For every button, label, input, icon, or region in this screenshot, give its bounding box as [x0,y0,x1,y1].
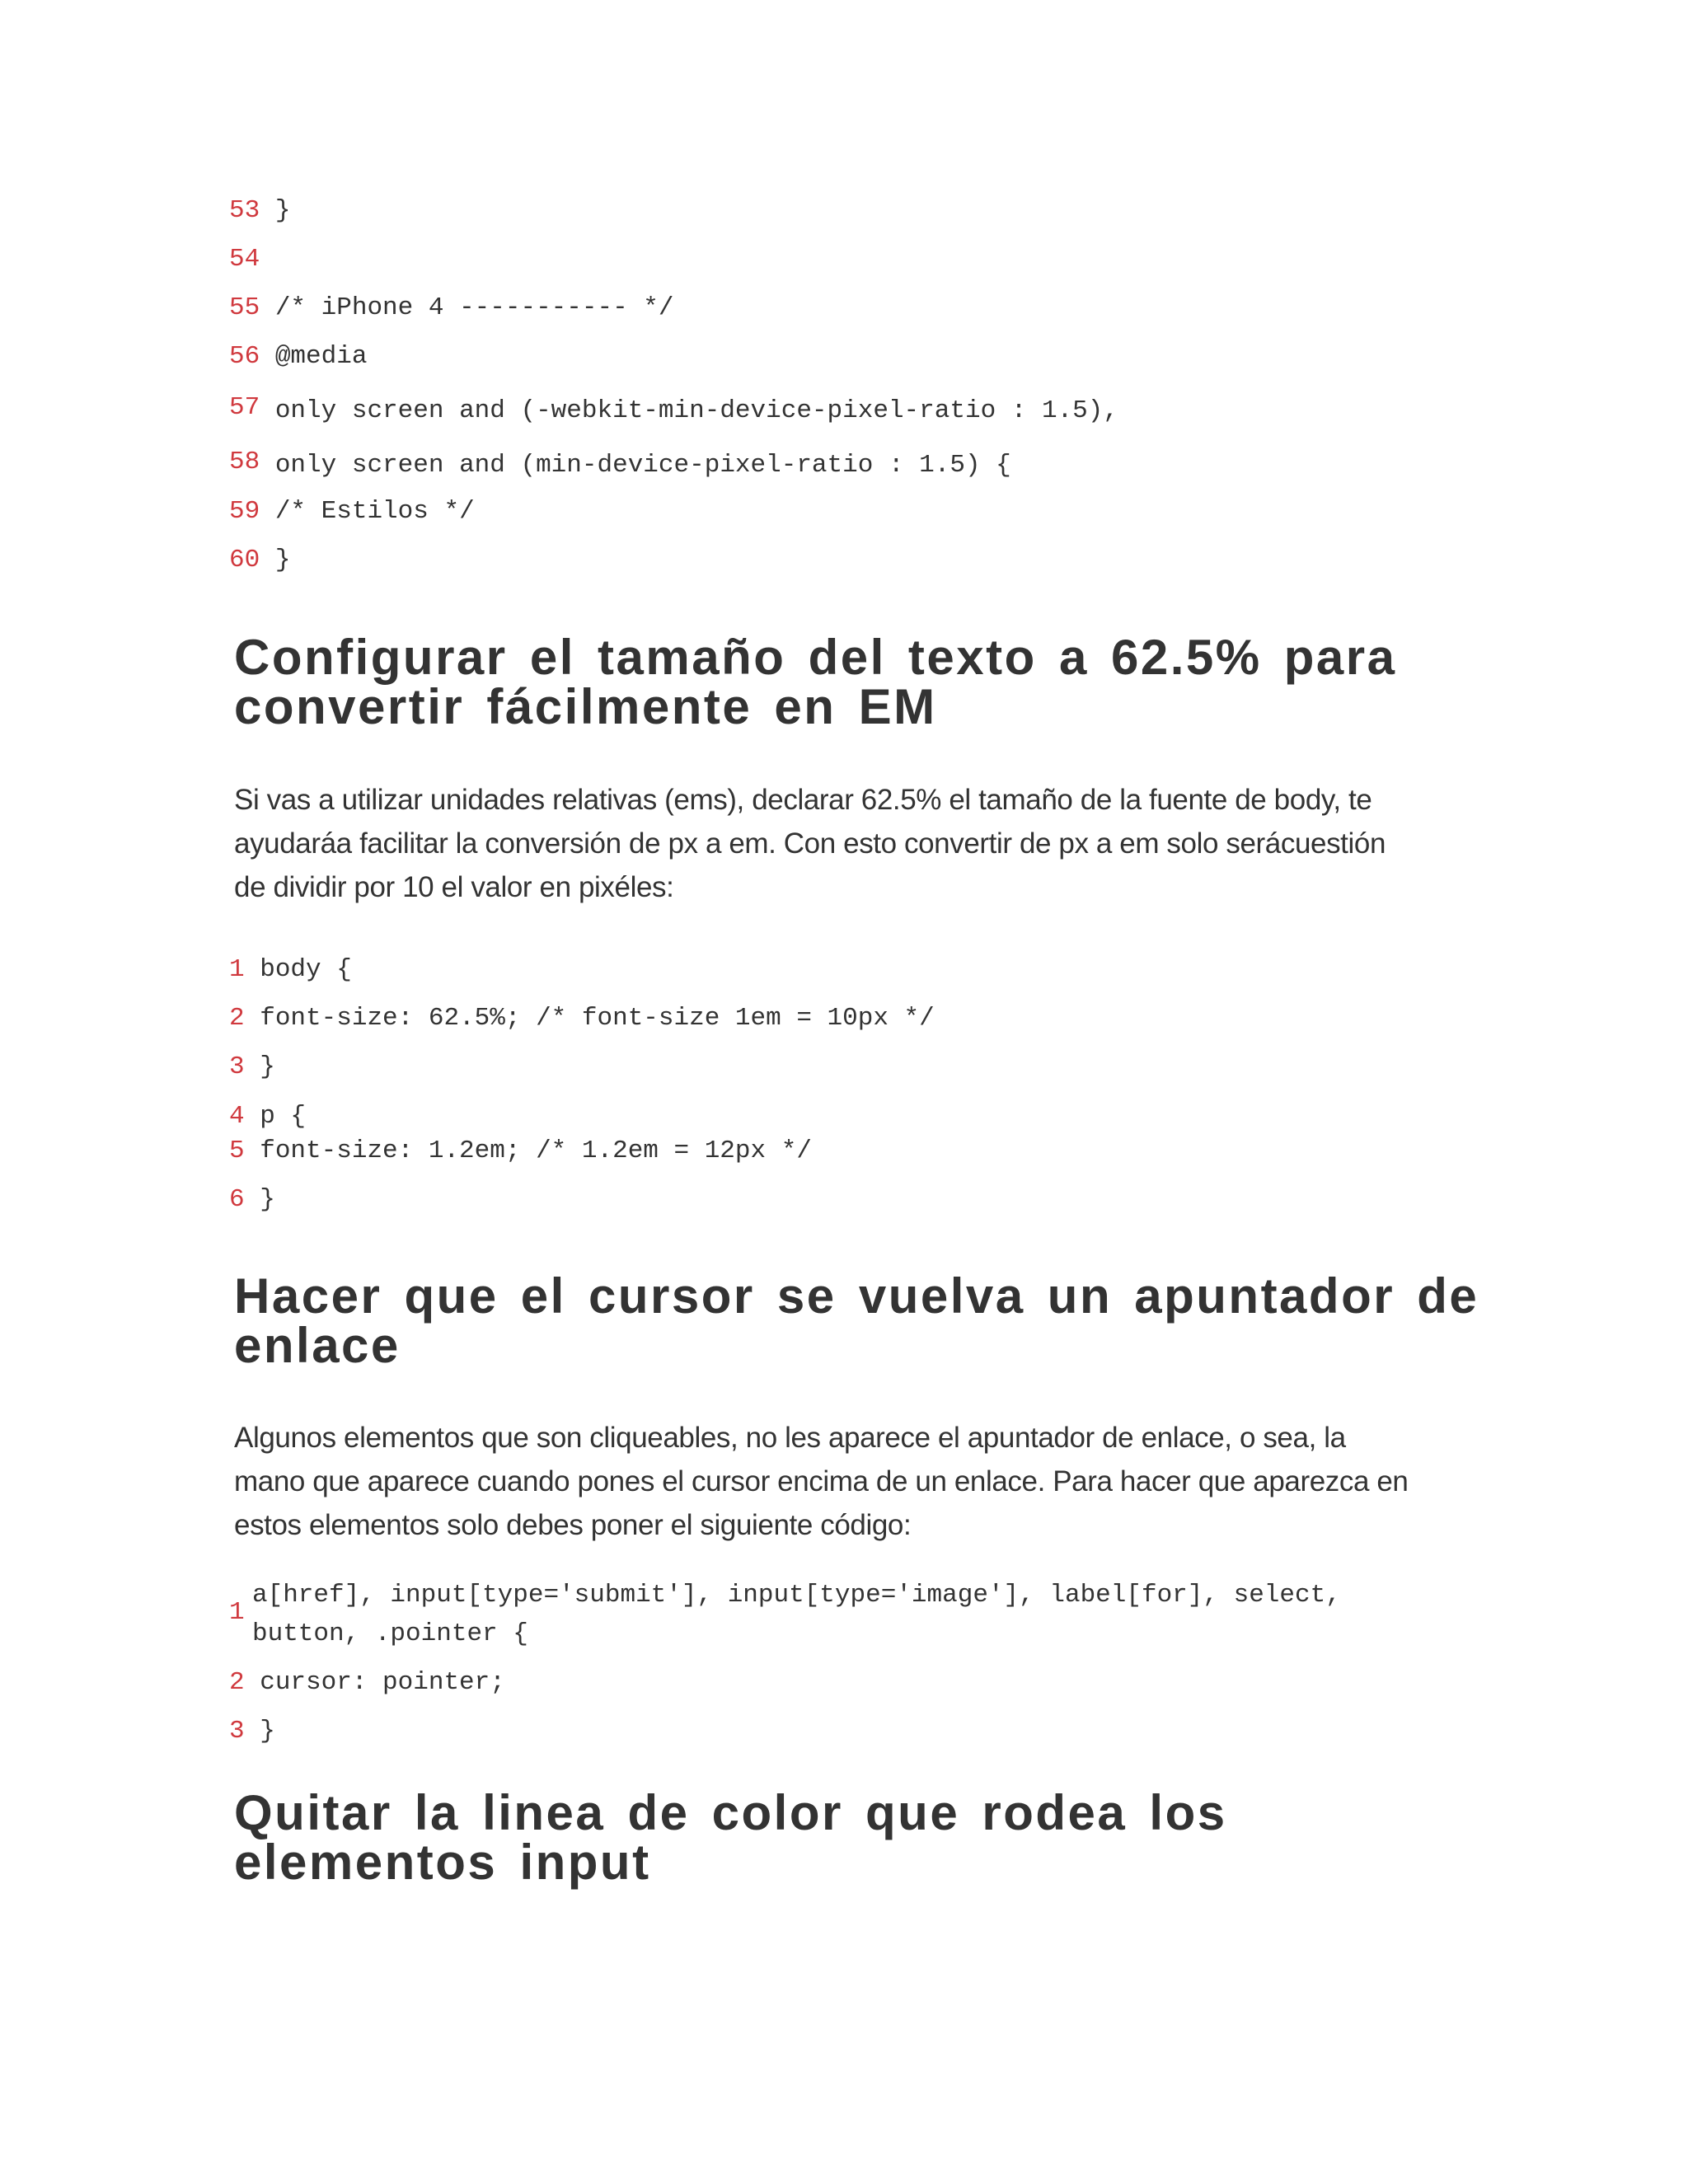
heading-line: elementos input [234,1835,651,1890]
code-text: font-size: 62.5%; /* font-size 1em = 10px */ [260,1004,935,1033]
paragraph-line: mano que aparece cuando pones el cursor encima de un enlace. Para hacer que aparezca en [234,1465,1409,1497]
code-text: } [274,196,291,225]
code-line [229,340,367,373]
code-line [229,1183,275,1216]
paragraph-line: ayudaráa facilitar la conversión de px a em. Con esto convertir de px a em solo serácuestión [234,827,1386,860]
code-line [229,954,352,987]
code-line [229,243,275,276]
heading-line: Quitar la linea de color que rodea los [234,1785,1227,1840]
heading-line: convertir fácilmente en EM [234,679,937,734]
code-line [229,395,1118,428]
code-text: /* iPhone 4 ----------- */ [274,293,674,322]
code-text: } [260,1185,275,1214]
code-line [229,1002,935,1035]
paragraph-line: Si vas a utilizar unidades relativas (ems), declarar 62.5% el tamaño de la fuente de body, te [234,784,1372,816]
code-text: a[href], input[type='submit'], input[type='image'], label[for], select, [252,1581,1341,1610]
code-text: } [260,1717,275,1746]
code-text: cursor: pointer; [260,1668,505,1697]
code-line [229,544,290,577]
line-number: 4 [229,1102,245,1131]
line-number: 54 [229,245,260,274]
code-text: } [260,1052,275,1081]
code-line [229,1715,275,1748]
code-text: only screen and (-webkit-min-device-pixel-ratio : 1.5), [274,396,1118,425]
line-number: 56 [229,342,260,371]
section-paragraph-font-size [234,778,1487,909]
code-text: } [274,546,291,574]
line-number: 55 [229,293,260,322]
line-number: 60 [229,546,260,574]
line-number: 3 [229,1717,245,1746]
code-line [229,1666,505,1699]
code-line [229,495,475,528]
line-number: 2 [229,1668,245,1697]
line-number: 3 [229,1052,245,1081]
paragraph-line: Algunos elementos que son cliqueables, no les aparece el apuntador de enlace, o sea, la [234,1422,1346,1454]
line-number: 2 [229,1004,245,1033]
section-paragraph-cursor-pointer [234,1416,1487,1547]
section-heading-input-outline [234,1785,1586,1890]
code-line [252,1618,528,1651]
code-line [229,292,674,325]
heading-line: Hacer que el cursor se vuelva un apuntador de [234,1268,1479,1324]
code-text: @media [274,342,368,371]
line-number: 58 [229,448,260,476]
line-number: 1 [229,955,245,984]
code-text: only screen and (min-device-pixel-ratio : 1.5) { [274,451,1011,480]
code-line [229,194,290,227]
section-heading-cursor-pointer [234,1268,1586,1373]
code-text: button, .pointer { [252,1619,528,1648]
code-text: body { [260,955,352,984]
code-line [229,449,1011,482]
line-number: 1 [229,1598,245,1627]
heading-line: Configurar el tamaño del texto a 62.5% para [234,630,1397,685]
paragraph-line: de dividir por 10 el valor en pixéles: [234,871,674,903]
code-line [229,1051,275,1084]
code-text: p { [260,1102,307,1131]
line-number: 57 [229,393,260,422]
heading-line: enlace [234,1318,401,1373]
code-line [252,1579,1341,1612]
code-text: font-size: 1.2em; /* 1.2em = 12px */ [260,1137,812,1165]
section-heading-font-size [234,630,1586,734]
code-text: /* Estilos */ [274,497,475,526]
paragraph-line: estos elementos solo debes poner el siguiente código: [234,1509,912,1541]
line-number: 6 [229,1185,245,1214]
line-number: 53 [229,196,260,225]
line-number: 5 [229,1137,245,1165]
code-line [229,1100,306,1133]
line-number: 59 [229,497,260,526]
code-line [229,1135,812,1168]
